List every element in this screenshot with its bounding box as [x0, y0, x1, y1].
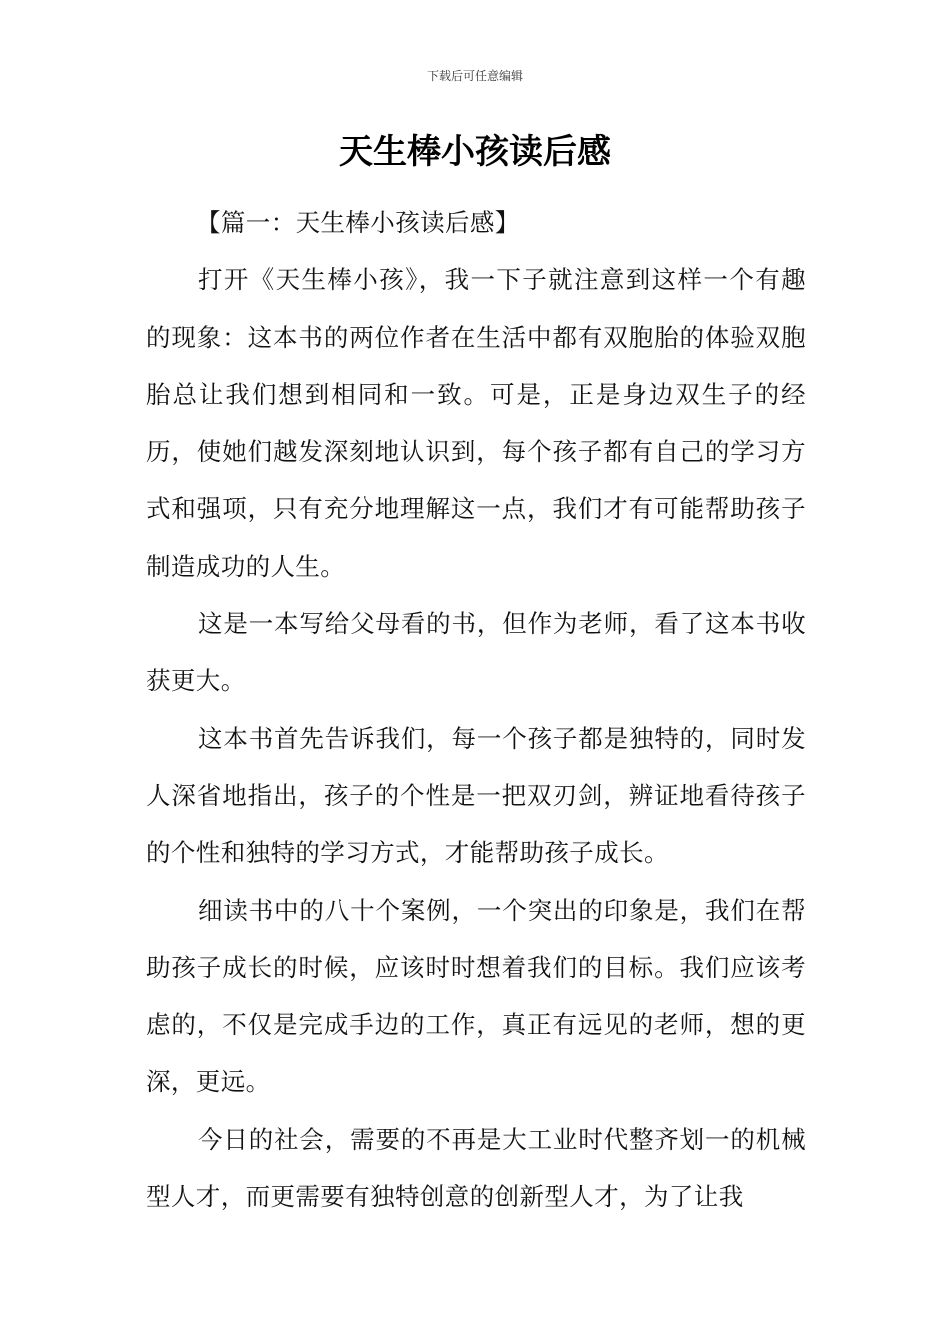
paragraph-4: 细读书中的八十个案例，一个突出的印象是，我们在帮助孩子成长的时候，应该时时想着我们的目标。我们应该考虑的，不仅是完成手边的工作，真正有远见的老师，想的更深，更远。 [146, 895, 806, 1097]
header-note: 下载后可任意编辑 [426, 69, 523, 83]
paragraph-3: 这本书首先告诉我们，每一个孩子都是独特的，同时发人深省地指出，孩子的个性是一把双刃剑，辨证地看待孩子的个性和独特的学习方式，才能帮助孩子成长。 [146, 723, 806, 868]
document-title: 天生棒小孩读后感 [339, 132, 611, 172]
paragraph-5: 今日的社会，需要的不再是大工业时代整齐划一的机械型人才，而更需要有独特创意的创新型人才，为了让我 [146, 1124, 806, 1212]
paragraph-1: 打开《天生棒小孩》，我一下子就注意到这样一个有趣的现象：这本书的两位作者在生活中都有双胞胎的体验双胞胎总让我们想到相同和一致。可是，正是身边双生子的经历，使她们越发深刻地认识到，每个孩子都有自己的学习方式和强项，只有充分地理解这一点，我们才有可能帮助孩子制造成功的人生。 [146, 265, 806, 581]
section-heading: 【篇一：天生棒小孩读后感】 [196, 208, 520, 237]
paragraph-2: 这是一本写给父母看的书，但作为老师，看了这本书收获更大。 [146, 609, 806, 696]
document-body [146, 194, 806, 1225]
